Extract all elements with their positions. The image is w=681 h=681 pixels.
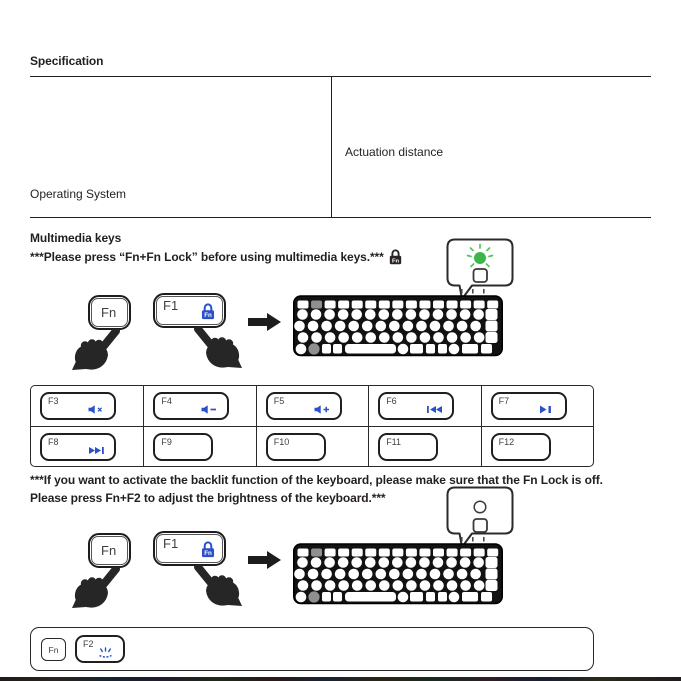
keyboard-graphic [293,286,503,357]
table-cell [31,426,143,466]
actuation-distance-label: Actuation distance [345,145,444,159]
multimedia-heading: Multimedia keys [30,231,122,245]
operating-system-label: Operating System [30,187,127,201]
f10-key [266,433,326,461]
fn-lock-key-icon [474,519,488,532]
table-cell [256,386,368,426]
svg-text:Fn: Fn [391,258,399,265]
f1-key-label: F1 [163,298,179,313]
key-label: F9 [161,437,172,447]
table-divider [331,76,332,218]
volume-up-icon [314,405,331,414]
fn-lock-key-icon [474,269,488,282]
f11-key [378,433,438,461]
fn-key-label: Fn [101,543,117,558]
mute-icon [88,405,105,414]
volume-down-icon [201,405,218,414]
fn-key-label: Fn [101,305,117,320]
table-cell [143,426,255,466]
fn-lock-icon [389,249,402,265]
play-pause-icon [539,405,556,414]
fn-keycap [88,295,131,330]
f8-key [40,433,116,461]
key-label: F5 [273,396,285,406]
key-label: F10 [273,437,290,447]
fn-f2-combo-box [30,627,594,671]
key-label: F8 [48,437,59,447]
right-arrow-icon [248,550,282,570]
pressing-hand-icon [72,329,124,371]
svg-text:Fn: Fn [204,550,212,558]
table-cell [481,386,593,426]
f5-key [266,392,342,420]
divider [30,76,651,77]
key-label: F12 [498,437,515,447]
backlit-note-line2: Please press Fn+F2 to adjust the brightness of the keyboard.*** [30,491,386,505]
keyboard-graphic [293,534,503,605]
table-cell [256,426,368,466]
table-cell [31,386,143,426]
fn-lock-icon-blue [201,541,215,558]
fn-lock-icon-blue [201,303,215,320]
divider [30,217,651,218]
next-track-icon [88,446,105,455]
f1-key-label: F1 [163,536,179,551]
f3-key [40,392,116,420]
section-title: Specification [30,54,104,68]
key-label: F4 [161,396,172,406]
cropped-image-edge [0,677,681,681]
right-arrow-icon [248,312,282,332]
multimedia-note [30,249,402,265]
key-label: F2 [83,639,94,649]
backlight-brightness-icon [97,647,114,658]
table-cell [143,386,255,426]
table-cell [481,426,593,466]
key-label: F7 [498,396,510,406]
pressing-hand-icon [190,327,242,369]
table-cell [368,426,480,466]
svg-text:Fn: Fn [204,312,212,320]
key-label: Fn [48,644,59,655]
f6-key [378,392,454,420]
f12-key [491,433,551,461]
f7-key [491,392,567,420]
backlit-note-line1: ***If you want to activate the backlit function of the keyboard, please make sure that the Fn Lock is off. [30,473,603,487]
key-label: F6 [386,396,397,406]
pressing-hand-icon [72,567,124,609]
key-label: F3 [48,396,59,406]
previous-track-icon [426,405,443,414]
f9-key [153,433,213,461]
f2-key [75,635,125,663]
fn-keycap [88,533,131,568]
table-cell [368,386,480,426]
multimedia-note-text: ***Please press “Fn+Fn Lock” before using multimedia keys.*** [30,250,384,264]
f1-keycap [153,293,226,328]
f4-key [153,392,229,420]
fn-key-table [30,385,594,467]
f1-keycap [153,531,226,566]
fn-key-small [41,638,66,661]
pressing-hand-icon [190,565,242,607]
key-label: F11 [386,437,402,447]
